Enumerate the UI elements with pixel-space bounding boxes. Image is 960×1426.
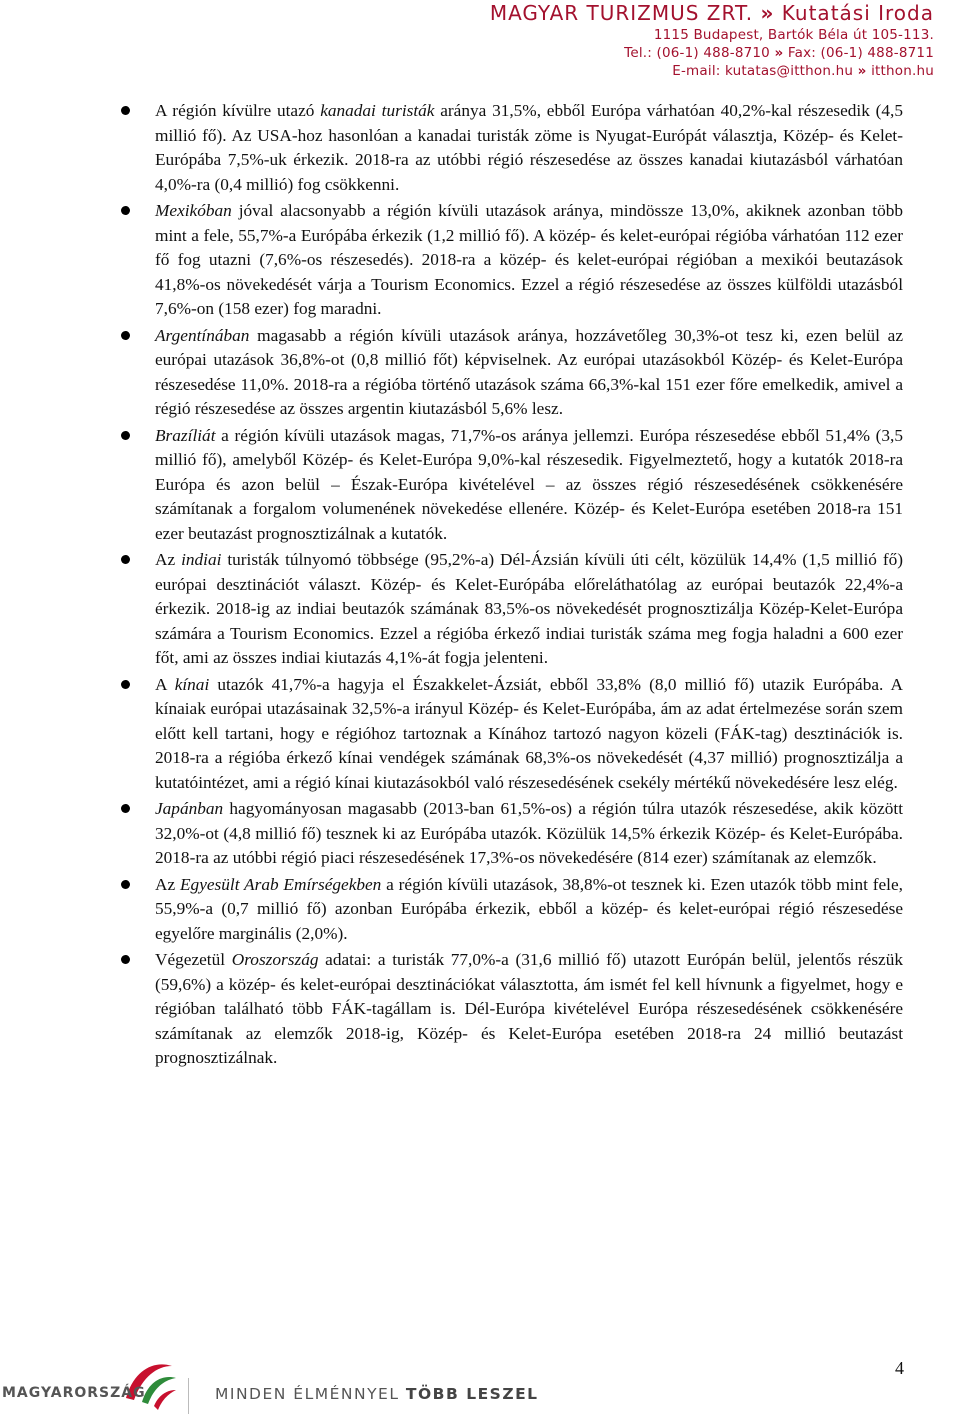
separator: » <box>760 1 775 25</box>
bullet-icon <box>121 804 130 813</box>
list-item-uae <box>121 873 903 947</box>
footer-divider <box>188 1378 189 1414</box>
magyarorszag-logo-icon <box>120 1356 180 1412</box>
footer-slogan <box>215 1385 539 1403</box>
text-run: A <box>155 674 175 694</box>
list-item-russia <box>121 948 903 1071</box>
separator: » <box>774 45 784 61</box>
text-run: turisták túlnyomó többsége (95,2%-a) Dél-Ázsián kívüli úti célt, közülük 14,4% (1,5 millió fő) európai desztinációt választ. Közép- és Kelet-Európába előreláthatólag az európai beutazók 22,4%-a érkezik. 2018-ig az indiai beutazók számának 83,5%-os növekedését prognosztizálja Közép-Kelet-Európa számára a Tourism Economics. Ezzel a régióba érkező indiai turisták száma meg fogja haladni a 600 ezer főt, ami az összes indiai kiutazás 4,1%-át fogja jelenteni. <box>155 550 903 667</box>
slogan-bold: TÖBB LESZEL <box>405 1385 539 1403</box>
contact-web <box>490 62 934 80</box>
document-body <box>121 99 903 1073</box>
list-item-india <box>121 548 903 671</box>
emphasis: Egyesült Arab Emírségekben <box>180 874 382 894</box>
text-run: Az <box>155 550 182 569</box>
emphasis: Japánban <box>155 799 224 818</box>
emphasis: indiai <box>181 550 222 569</box>
emphasis: Mexikóban <box>155 201 232 220</box>
bullet-icon <box>121 106 130 115</box>
text-run: utazók 41,7%-a hagyja el Északkelet-Ázsiát, ebből 33,8% (8,0 millió fő) utazik Európába. A kínaiak európai utazásainak 32,5%-a irányul Közép- és Kelet-Európába, ám az adat értelmezése során szem előtt kell tartani, hogy e régióhoz tartoznak a Kínához tartozó nagyon közeli (FÁK-tag) desztinációk is. 2018-ra a régióba érkező kínai vendégek számának 68,3%-os növekedését (4,37 millió) prognosztizálja a kutatóintézet, ami a régió kínai kiutazásokból való részesedésének csekély mértékű növekedésére lesz elég. <box>155 674 903 792</box>
org-name: MAGYAR TURIZMUS ZRT. <box>489 1 754 25</box>
list-item-japan <box>121 797 903 871</box>
separator: » <box>857 63 867 79</box>
bullet-icon <box>121 880 130 889</box>
bullet-icon <box>121 331 130 340</box>
letterhead-org <box>490 0 934 26</box>
bullet-icon <box>121 555 130 564</box>
bullet-icon <box>121 206 130 215</box>
bullet-icon <box>121 955 130 964</box>
emphasis: kínai <box>174 674 210 694</box>
fax: Fax: (06-1) 488-8711 <box>787 45 934 61</box>
footer-logo-text: MAGYARORSZÁG <box>2 1385 146 1401</box>
bullet-icon <box>121 680 130 689</box>
list-item-china <box>121 673 903 796</box>
text-run: a régión kívüli utazások, 38,8%-ot tesznek ki. Ezen utazók több mint fele, 55,9%-a (0,7 millió fő) azonban Európába érkezik, ebből a közép- és kelet-európai régió részesedése egyelőre marginális (2,0%). <box>155 874 903 943</box>
bullet-list <box>121 99 903 1071</box>
list-item-brazil <box>121 424 903 547</box>
list-item-mexico <box>121 199 903 322</box>
list-item-argentina <box>121 324 903 422</box>
emphasis: Argentínában <box>155 325 250 345</box>
bullet-icon <box>121 431 130 440</box>
text-run: Az <box>155 874 180 894</box>
text-run: magasabb a régión kívüli utazások aránya, hozzávetőleg 30,3%-ot tesz ki, ezen belül az európai utazások 36,8%-ot (0,8 millió főt) képviselnek. Az európai utazásokból Közép- és Kelet-Európa részesedése 11,0%. 2018-ra a régióba történő utazások száma 66,3%-kal 151 ezer főre emelkedik, amivel a régió részesedése az összes argentin kiutazásból 5,6% lesz. <box>155 325 903 418</box>
address: 1115 Budapest, Bartók Béla út 105-113. <box>653 27 934 43</box>
slogan-prefix: MINDEN ÉLMÉNNYEL <box>215 1385 400 1403</box>
page-number: 4 <box>895 1358 904 1378</box>
letterhead <box>490 0 934 80</box>
emphasis: Oroszország <box>231 950 319 969</box>
department: Kutatási Iroda <box>781 1 934 25</box>
logo-red-small-icon <box>154 1390 176 1410</box>
text-run: A régión kívülre utazó <box>155 101 321 120</box>
emphasis: Brazíliát <box>155 425 216 445</box>
contact-phone-fax <box>490 44 934 62</box>
emphasis: kanadai turisták <box>320 101 435 120</box>
phone: Tel.: (06-1) 488-8710 <box>624 45 770 61</box>
list-item-canada <box>121 99 903 197</box>
text-run: jóval alacsonyabb a régión kívüli utazások aránya, mindössze 13,0%, akiknek azonban több mint a fele, 55,7%-a Európába érkezik (1,2 millió fő). A közép- és kelet-európai régióba várhatóan 112 ezer fő fog utazni (7,6%-os részesedés). 2018-ra a közép- és kelet-európai régióban a mexikói beutazások 41,8%-os növekedését várja a Tourism Economics. Ezzel a régió részesedése az összes külföldi utazásból 7,6%-on (158 ezer) fog maradni. <box>155 201 903 318</box>
text-run: aránya 31,5%, ebből Európa várhatóan 40,2%-kal részesedik (4,5 millió fő). Az USA-hoz hasonlóan a kanadai turisták zöme is Nyugat-Európát választja, Közép- és Kelet-Európába 7,5%-uk érkezik. 2018-ra az utóbbi régió részesedése az összes kanadai kiutazásból várhatóan 4,0%-ra (0,4 millió) fog csökkenni. <box>155 101 903 194</box>
text-run: Végezetül <box>155 950 232 969</box>
email[interactable]: E-mail: kutatas@itthon.hu <box>672 63 854 79</box>
text-run: adatai: a turisták 77,0%-a (31,6 millió fő) utazott Európán belül, jelentős részük (59,6%) a közép- és kelet-európai desztinációkat választotta, ám ismét fel kell hívnunk a figyelmet, hogy e régióban található több FÁK-tagállam is. Dél-Európa kivételével Európa részesedésének csökkenésére számítanak az elemzők 2018-ig, Közép- és Kelet-Európa esetében 2018-ra 24 millió beutazást prognosztizálnak. <box>155 950 903 1067</box>
text-run: hagyományosan magasabb (2013-ban 61,5%-os) a régión túlra utazók részesedése, akik között 32,0%-ot (4,8 millió fő) tesznek ki az Európába utazók. Közülük 14,5% érkezik Közép- és Kelet-Európába. 2018-ra az utóbbi régió piaci részesedésének 17,3%-os növekedésére (814 ezer) számítanak az elemzők. <box>155 799 903 867</box>
text-run: a régión kívüli utazások magas, 71,7%-os aránya jellemzi. Európa részesedése ebből 51,4% (3,5 millió fő), amelyből Közép- és Kelet-Európa 9,0%-kal részesedik. Figyelmeztető, hogy a kutatók 2018-ra Európa és azon belül – Észak-Európa kivételével – az összes régió részesedésének csökkenésére számítanak a forgalom volumenének növekedése ellenére. Közép- és Kelet-Európa esetében 2018-ra 151 ezer beutazást prognosztizálnak a kutatók. <box>155 425 903 543</box>
website[interactable]: itthon.hu <box>871 63 934 79</box>
